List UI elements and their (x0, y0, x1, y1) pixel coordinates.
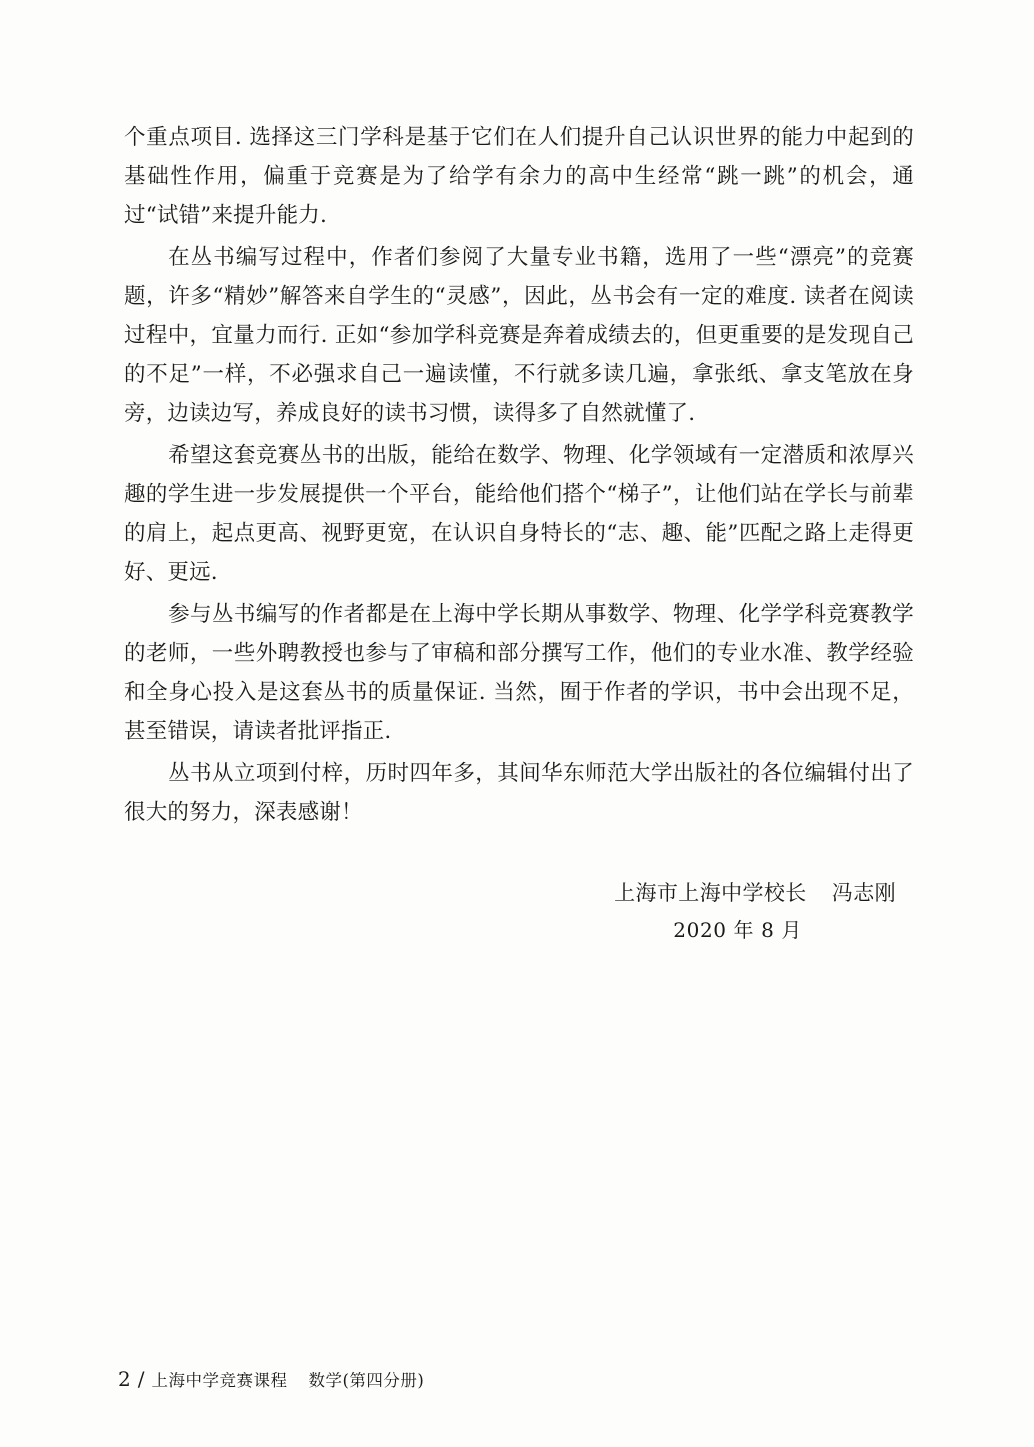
signature-affiliation: 上海市上海中学校长 (614, 881, 807, 905)
paragraph-3: 希望这套竞赛丛书的出版，能给在数学、物理、化学领域有一定潜质和浓厚兴趣的学生进一步发展提供一个平台，能给他们搭个“梯子”，让他们站在学长与前辈的肩上，起点更高、视野更宽，在认识自身特长的“志、趣、能”匹配之路上走得更好、更远. (124, 443, 914, 585)
footer-page-number: 2 (118, 1367, 131, 1391)
footer-volume: 数学(第四分册) (308, 1371, 425, 1390)
paragraph-4: 参与丛书编写的作者都是在上海中学长期从事数学、物理、化学学科竞赛教学的老师，一些外聘教授也参与了审稿和部分撰写工作，他们的专业水准、教学经验和全身心投入是这套丛书的质量保证. 当然，囿于作者的学识，书中会出现不足，甚至错误，请读者批评指正. (124, 602, 914, 744)
footer-separator: / (137, 1367, 145, 1391)
page-body (124, 118, 914, 948)
footer-series-title: 上海中学竞赛课程 (151, 1371, 288, 1390)
paragraph-1: 个重点项目. 选择这三门学科是基于它们在人们提升自己认识世界的能力中起到的基础性作用，偏重于竞赛是为了给学有余力的高中生经常“跳一跳”的机会，通过“试错”来提升能力. (124, 125, 914, 228)
paragraph-2: 在丛书编写过程中，作者们参阅了大量专业书籍，选用了一些“漂亮”的竞赛题，许多“精妙”解答来自学生的“灵感”，因此，丛书会有一定的难度. 读者在阅读过程中，宜量力而行. 正如“参加学科竞赛是奔着成绩去的，但更重要的是发现自己的不足”一样，不必强求自己一遍读懂，不行就多读几遍，拿张纸、拿支笔放在身旁，边读边写，养成良好的读书习惯，读得多了自然就懂了. (124, 245, 914, 426)
page-footer (118, 1367, 424, 1391)
signature-name: 冯志刚 (831, 881, 896, 905)
signature-block (124, 874, 914, 948)
signature-date: 2020 年 8 月 (673, 918, 802, 942)
paragraph-5: 丛书从立项到付梓，历时四年多，其间华东师范大学出版社的各位编辑付出了很大的努力，深表感谢！ (124, 761, 914, 825)
signature-line (124, 874, 896, 912)
